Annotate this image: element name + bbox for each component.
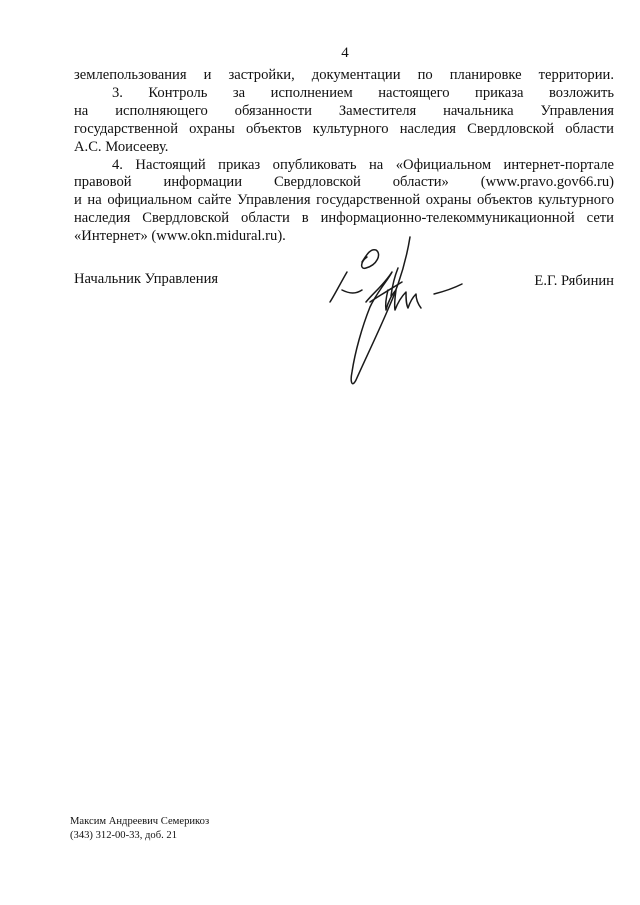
executor-name: Максим Андреевич Семерикоз: [70, 816, 210, 827]
signer-position: Начальник Управления: [74, 271, 219, 287]
text-line: 4. Настоящий приказ опубликовать на «Официальном интернет-портале: [112, 156, 614, 173]
text-line: землепользования и застройки, документации по планировке территории.: [74, 67, 614, 83]
order-text: [74, 67, 614, 246]
signer-name: Е.Г. Рябинин: [534, 273, 614, 289]
executor-phone: (343) 312-00-33, доб. 21: [70, 829, 177, 841]
text-line: А.С. Моисееву.: [74, 138, 169, 155]
text-line: «Интернет» (www.okn.midural.ru).: [74, 228, 286, 245]
page-number: 4: [341, 45, 349, 61]
text-line: и на официальном сайте Управления государственной охраны объектов культурного: [74, 192, 614, 209]
handwritten-signature: [322, 232, 472, 390]
text-line: 3. Контроль за исполнением настоящего приказа возложить: [112, 84, 614, 101]
text-line: на исполняющего обязанности Заместителя начальника Управления: [74, 102, 614, 119]
text-line: правовой информации Свердловской области» (www.pravo.gov66.ru): [74, 174, 614, 191]
executor-info: [70, 815, 209, 842]
text-line: государственной охраны объектов культурного наследия Свердловской области: [74, 120, 614, 137]
text-line: наследия Свердловской области в информационно-телекоммуникационной сети: [74, 210, 614, 227]
